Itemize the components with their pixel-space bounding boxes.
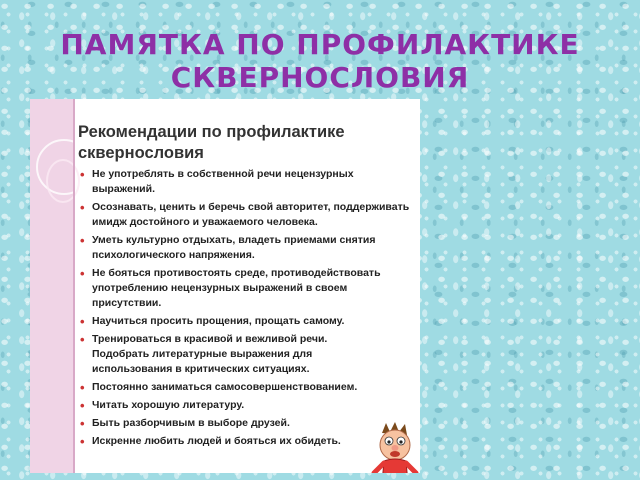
list-item: • Искренне любить людей и бояться их обидеть. (78, 434, 413, 449)
list-item: • Уметь культурно отдыхать, владеть приемами снятия психологического напряжения. (78, 233, 413, 263)
slide-title: ПАМЯТКА ПО ПРОФИЛАКТИКЕ СКВЕРНОСЛОВИЯ (60, 28, 580, 94)
cartoon-boy-icon (370, 421, 420, 473)
recommendations-heading: Рекомендации по профилактике сквернословия (78, 123, 345, 162)
recommendations-picture (30, 99, 420, 473)
list-item: • Не употреблять в собственной речи нецензурных выражений. (78, 167, 413, 197)
decorative-divider (73, 99, 75, 473)
list-item: • Осознавать, ценить и беречь свой авторитет, поддерживать имидж достойного и уважаемого человека. (78, 200, 413, 230)
list-item: • Не бояться противостоять среде, противодействовать употреблению нецензурных выражений в своем присутствии. (78, 266, 413, 311)
list-item: • Тренироваться в красивой и вежливой речи. Подобрать литературные выражения для использования в критических ситуациях. (78, 332, 413, 377)
list-item: • Постоянно заниматься самосовершенствованием. (78, 380, 413, 395)
decorative-pink-strip (30, 99, 73, 473)
list-item: • Быть разборчивым в выборе друзей. (78, 416, 413, 431)
list-item: • Читать хорошую литературу. (78, 398, 413, 413)
list-item: • Научиться просить прощения, прощать самому. (78, 314, 413, 329)
recommendations-list (78, 167, 413, 452)
